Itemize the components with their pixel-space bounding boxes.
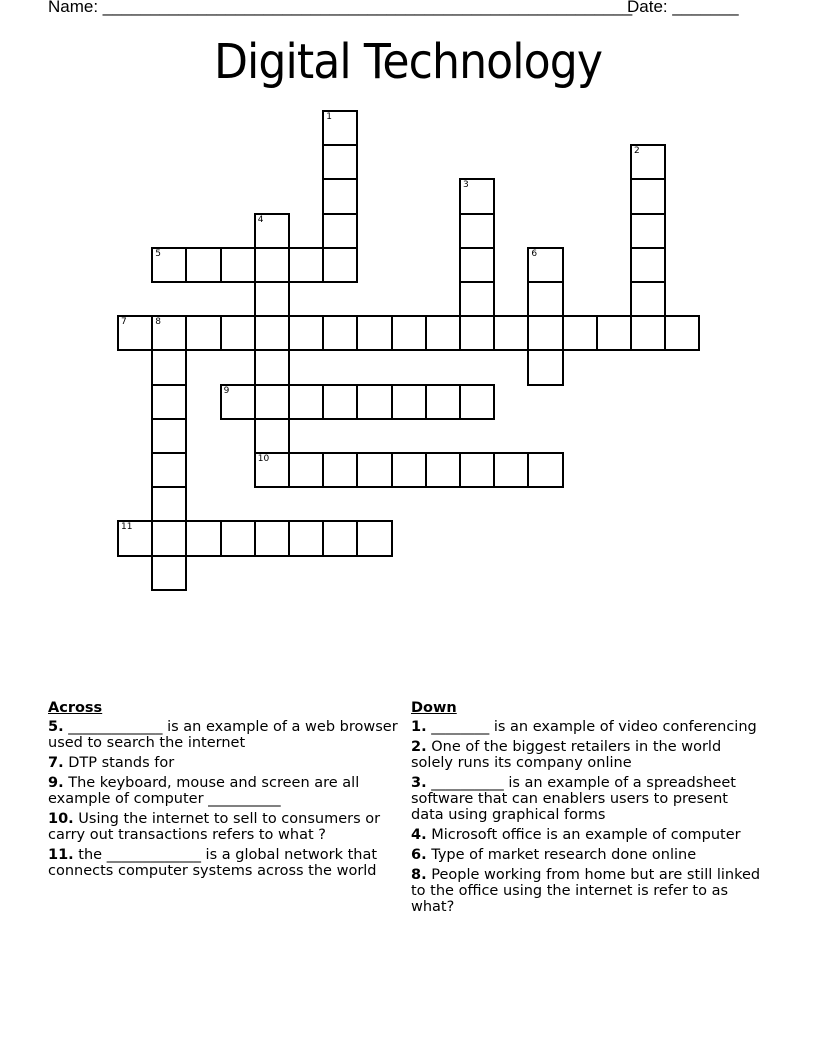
clue-number: 3 (463, 180, 469, 191)
down-clue (411, 739, 761, 771)
grid-cell[interactable] (185, 247, 221, 283)
date-field[interactable]: Date: _______ (627, 0, 739, 16)
grid-cell[interactable] (254, 281, 290, 317)
grid-cell[interactable] (527, 247, 563, 283)
grid-cell[interactable] (322, 247, 358, 283)
grid-cell[interactable] (185, 520, 221, 556)
grid-cell[interactable] (254, 452, 290, 488)
grid-cell[interactable] (322, 213, 358, 249)
grid-cell[interactable] (151, 247, 187, 283)
grid-cell[interactable] (356, 520, 392, 556)
clue-text: People working from home but are still linked to the office using the internet is refer to as what? (411, 867, 761, 915)
grid-cell[interactable] (459, 247, 495, 283)
clue-text: Type of market research done online (426, 847, 697, 863)
grid-cell[interactable] (527, 452, 563, 488)
clue-text: Using the internet to sell to consumers or carry out transactions refers to what ? (48, 811, 381, 843)
across-clue (48, 755, 398, 771)
grid-cell[interactable] (425, 315, 461, 351)
clue-number: 10 (257, 454, 270, 464)
across-clue (48, 847, 398, 879)
grid-cell[interactable] (254, 349, 290, 385)
grid-cell[interactable] (151, 315, 187, 351)
grid-cell[interactable] (356, 452, 392, 488)
clue-number: 10. (48, 811, 74, 827)
clue-text: ________ is an example of video conferencing (426, 719, 757, 735)
clue-number: 9. (48, 775, 64, 791)
page-title: Digital Technology (213, 34, 603, 90)
clue-text: One of the biggest retailers in the world solely runs its company online (411, 739, 722, 771)
grid-cell[interactable] (322, 520, 358, 556)
clue-number: 6 (531, 248, 538, 259)
clue-number: 1 (326, 112, 332, 122)
clue-number: 11 (121, 522, 133, 533)
grid-cell[interactable] (459, 178, 495, 214)
grid-cell[interactable] (288, 452, 324, 488)
grid-cell[interactable] (527, 349, 563, 385)
grid-cell[interactable] (391, 315, 427, 351)
grid-cell[interactable] (630, 144, 666, 180)
grid-cell[interactable] (254, 520, 290, 556)
across-clue (48, 719, 398, 751)
grid-cell[interactable] (151, 384, 187, 420)
grid-cell[interactable] (630, 213, 666, 249)
clue-number: 4 (257, 214, 264, 225)
grid-cell[interactable] (425, 452, 461, 488)
down-clue (411, 847, 761, 863)
grid-cell[interactable] (220, 520, 256, 556)
grid-cell[interactable] (459, 452, 495, 488)
clue-number: 6. (411, 847, 427, 863)
name-field[interactable]: Name: ________________________________________________________ (48, 0, 633, 16)
grid-cell[interactable] (151, 555, 187, 591)
clue-number: 8. (411, 867, 427, 883)
grid-cell[interactable] (630, 315, 666, 351)
grid-cell[interactable] (322, 315, 358, 351)
grid-cell[interactable] (117, 315, 153, 351)
down-clue (411, 719, 761, 735)
grid-cell[interactable] (288, 247, 324, 283)
grid-cell[interactable] (493, 452, 529, 488)
across-clue (48, 811, 398, 843)
grid-cell[interactable] (254, 315, 290, 351)
grid-cell[interactable] (391, 384, 427, 420)
grid-cell[interactable] (391, 452, 427, 488)
clue-number: 7. (48, 755, 64, 771)
grid-cell[interactable] (630, 178, 666, 214)
grid-cell[interactable] (630, 281, 666, 317)
clue-number: 11. (48, 847, 74, 863)
down-clue (411, 775, 761, 823)
grid-cell[interactable] (459, 315, 495, 351)
grid-cell[interactable] (322, 144, 358, 180)
grid-cell[interactable] (596, 315, 632, 351)
clue-number: 2. (411, 739, 427, 755)
clue-number: 5 (155, 248, 161, 259)
clue-number: 2 (634, 146, 640, 157)
grid-cell[interactable] (459, 281, 495, 317)
grid-cell[interactable] (664, 315, 700, 351)
grid-cell[interactable] (288, 384, 324, 420)
clue-number: 8 (155, 317, 161, 328)
grid-cell[interactable] (254, 384, 290, 420)
down-clue (411, 867, 761, 915)
clue-text: the _____________ is a global network that connects computer systems across the world (48, 847, 378, 879)
grid-cell[interactable] (527, 315, 563, 351)
clue-number: 7 (121, 317, 127, 328)
grid-cell[interactable] (220, 247, 256, 283)
across-clue (48, 775, 398, 807)
grid-cell[interactable] (220, 315, 256, 351)
clue-text: DTP stands for (63, 755, 175, 771)
grid-cell[interactable] (151, 418, 187, 454)
clue-number: 1. (411, 719, 427, 735)
grid-cell[interactable] (254, 418, 290, 454)
grid-cell[interactable] (151, 520, 187, 556)
grid-cell[interactable] (493, 315, 529, 351)
grid-cell[interactable] (220, 384, 256, 420)
grid-cell[interactable] (254, 247, 290, 283)
grid-cell[interactable] (630, 247, 666, 283)
grid-cell[interactable] (527, 281, 563, 317)
grid-cell[interactable] (459, 213, 495, 249)
grid-cell[interactable] (288, 315, 324, 351)
clue-text: __________ is an example of a spreadsheet software that can enablers users to present data using graphical forms (411, 775, 736, 823)
grid-cell[interactable] (151, 452, 187, 488)
clue-text: _____________ is an example of a web browser used to search the internet (48, 719, 398, 751)
clue-number: 5. (48, 719, 64, 735)
clue-text: Microsoft office is an example of computer (426, 827, 741, 843)
down-clue (411, 827, 761, 843)
across-clues (48, 700, 398, 883)
grid-cell[interactable] (288, 520, 324, 556)
grid-cell[interactable] (356, 384, 392, 420)
grid-cell[interactable] (322, 110, 358, 146)
grid-cell[interactable] (117, 520, 153, 556)
clue-number: 4. (411, 827, 427, 843)
grid-cell[interactable] (151, 486, 187, 522)
grid-cell[interactable] (425, 384, 461, 420)
clue-number: 3. (411, 775, 427, 791)
grid-cell[interactable] (562, 315, 598, 351)
grid-cell[interactable] (322, 384, 358, 420)
grid-cell[interactable] (151, 349, 187, 385)
grid-cell[interactable] (356, 315, 392, 351)
grid-cell[interactable] (322, 178, 358, 214)
grid-cell[interactable] (185, 315, 221, 351)
clue-text: The keyboard, mouse and screen are all example of computer __________ (48, 775, 360, 807)
clue-number: 9 (223, 385, 230, 396)
grid-cell[interactable] (322, 452, 358, 488)
grid-cell[interactable] (459, 384, 495, 420)
across-heading: Across (48, 700, 103, 716)
down-heading: Down (411, 700, 457, 716)
down-clues (411, 700, 761, 919)
grid-cell[interactable] (254, 213, 290, 249)
